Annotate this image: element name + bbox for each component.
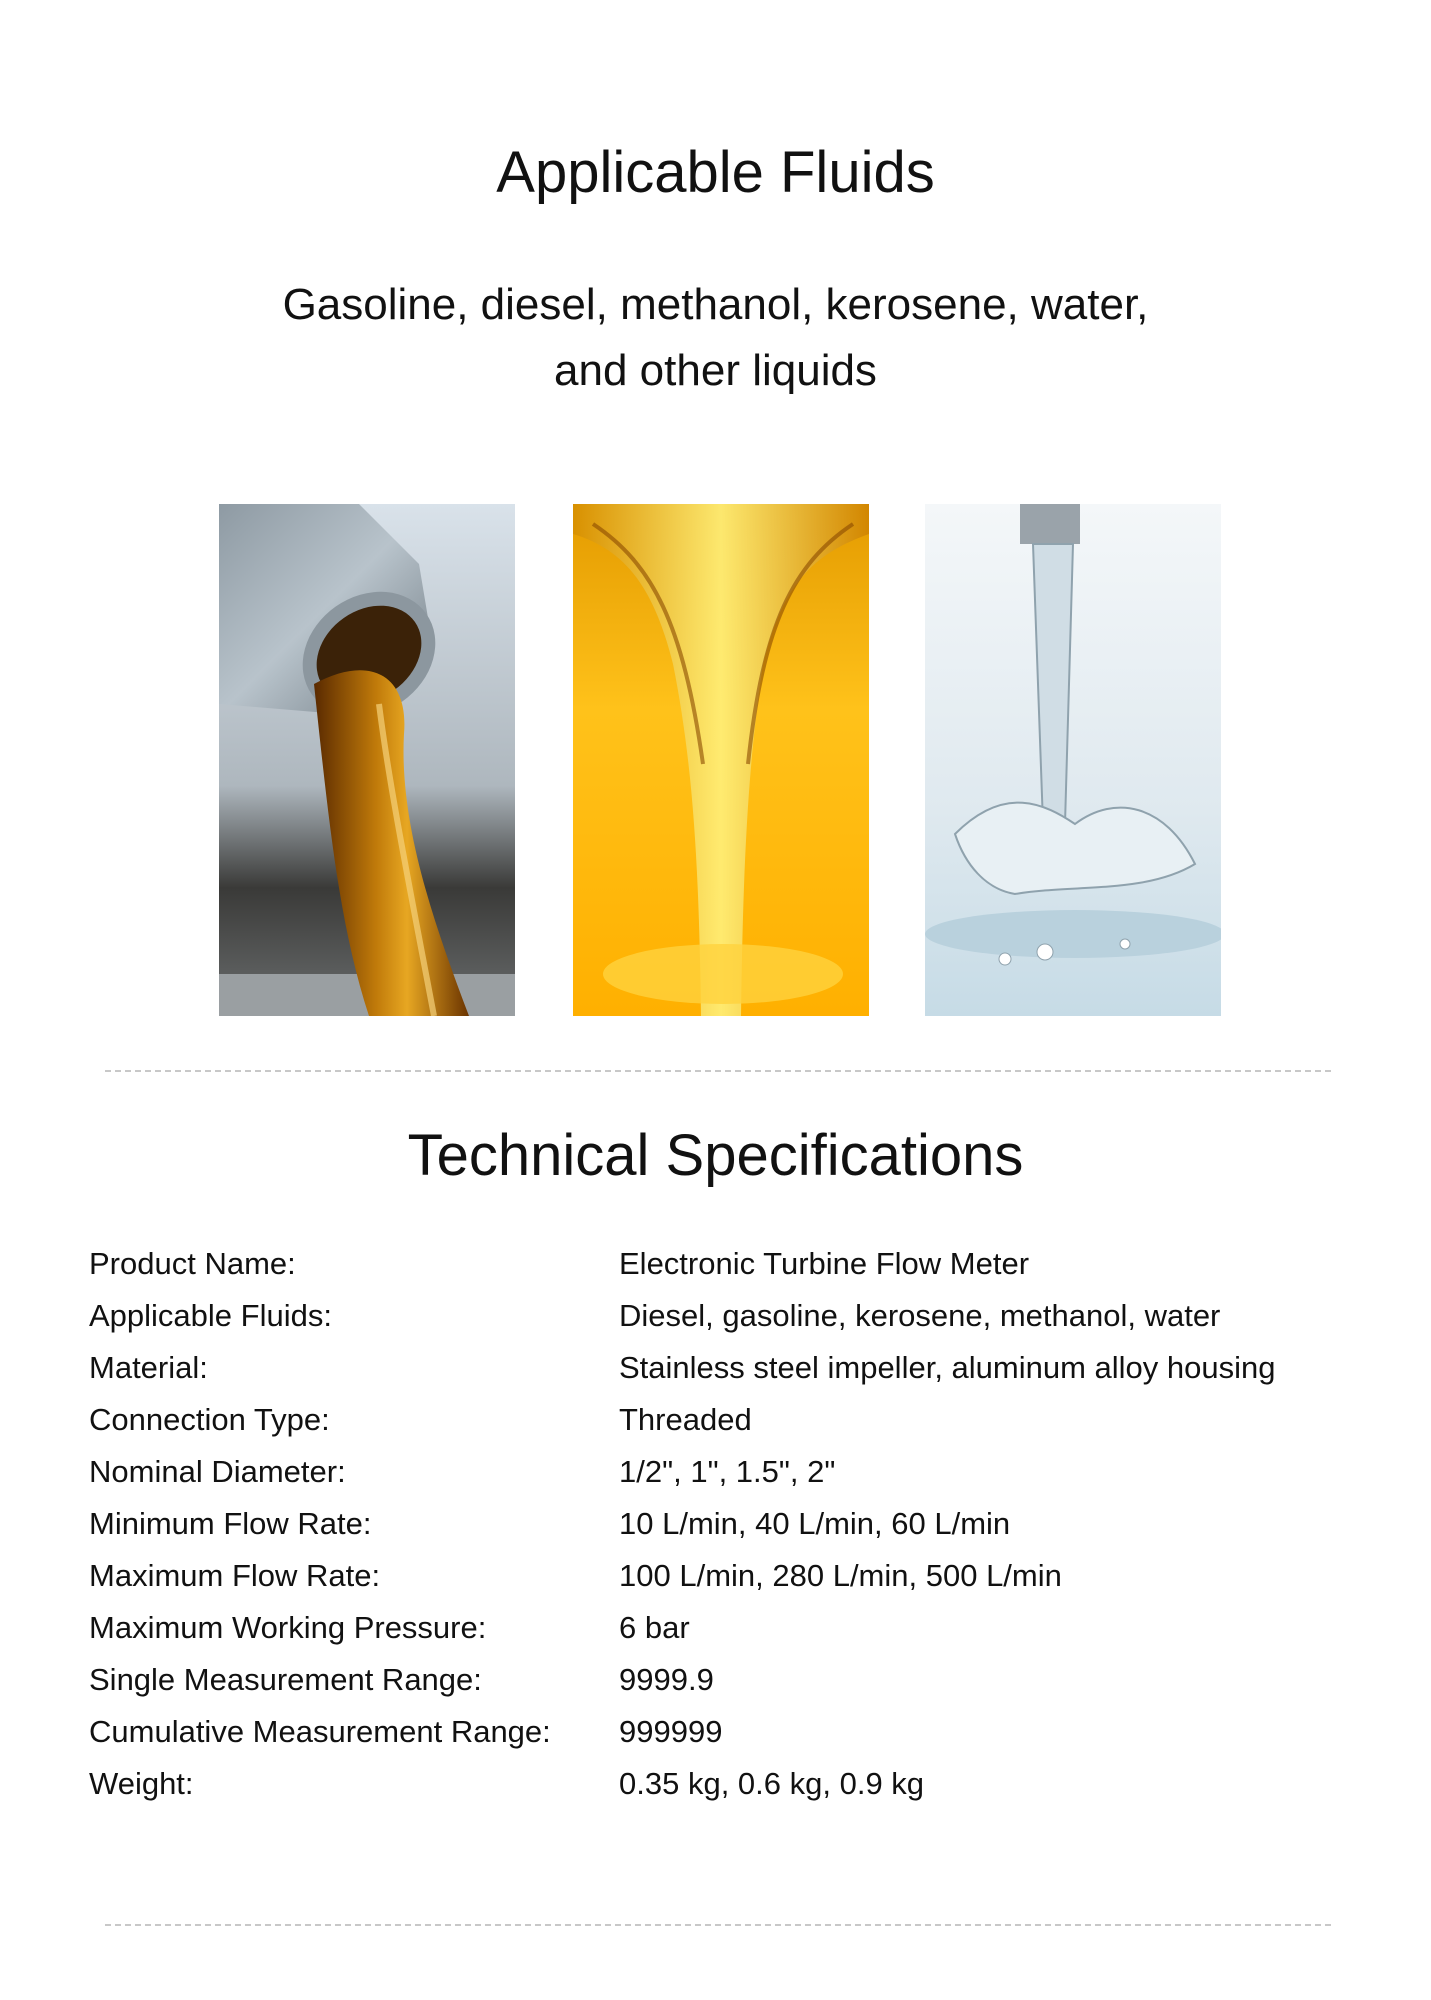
spec-row-maximum-working-pressure bbox=[89, 1602, 1369, 1654]
spec-label: Cumulative Measurement Range: bbox=[89, 1714, 551, 1749]
oil-pouring-photo bbox=[219, 504, 515, 1016]
specifications-table bbox=[89, 1238, 1369, 1810]
spec-value: 0.35 kg, 0.6 kg, 0.9 kg bbox=[619, 1766, 925, 1801]
spec-label: Product Name: bbox=[89, 1246, 296, 1281]
spec-row-cumulative-measurement-range bbox=[89, 1706, 1369, 1758]
spec-row-minimum-flow-rate bbox=[89, 1498, 1369, 1550]
spec-value: 1/2", 1", 1.5", 2" bbox=[619, 1454, 836, 1489]
spec-value: Stainless steel impeller, aluminum alloy housing bbox=[619, 1350, 1276, 1385]
spec-value: 9999.9 bbox=[619, 1662, 714, 1697]
spec-row-single-measurement-range bbox=[89, 1654, 1369, 1706]
spec-row-applicable-fluids bbox=[89, 1290, 1369, 1342]
spec-label: Applicable Fluids: bbox=[89, 1298, 332, 1333]
spec-row-connection-type bbox=[89, 1394, 1369, 1446]
spec-label: Material: bbox=[89, 1350, 208, 1385]
spec-value: 999999 bbox=[619, 1714, 723, 1749]
description-line-2: and other liquids bbox=[554, 346, 877, 395]
spec-label: Weight: bbox=[89, 1766, 194, 1801]
spec-label: Single Measurement Range: bbox=[89, 1662, 482, 1697]
spec-label: Maximum Working Pressure: bbox=[89, 1610, 487, 1645]
applicable-fluids-title: Applicable Fluids bbox=[496, 140, 935, 205]
section-divider bbox=[105, 1070, 1331, 1072]
spec-label: Connection Type: bbox=[89, 1402, 330, 1437]
spec-row-product-name bbox=[89, 1238, 1369, 1290]
spec-value: 100 L/min, 280 L/min, 500 L/min bbox=[619, 1558, 1062, 1593]
yellow-liquid-photo bbox=[573, 504, 869, 1016]
technical-specifications-title: Technical Specifications bbox=[407, 1123, 1024, 1188]
spec-label: Maximum Flow Rate: bbox=[89, 1558, 381, 1593]
spec-label: Minimum Flow Rate: bbox=[89, 1506, 372, 1541]
spec-value: 6 bar bbox=[619, 1610, 690, 1645]
spec-value: Threaded bbox=[619, 1402, 752, 1437]
description-line-1: Gasoline, diesel, methanol, kerosene, water, bbox=[282, 280, 1149, 329]
section-divider bbox=[105, 1924, 1331, 1926]
spec-value: Electronic Turbine Flow Meter bbox=[619, 1246, 1030, 1281]
water-splash-photo bbox=[925, 504, 1221, 1016]
spec-row-material bbox=[89, 1342, 1369, 1394]
spec-row-weight bbox=[89, 1758, 1369, 1810]
applicable-fluids-description bbox=[0, 272, 1431, 404]
spec-value: Diesel, gasoline, kerosene, methanol, water bbox=[619, 1298, 1221, 1333]
spec-row-nominal-diameter bbox=[89, 1446, 1369, 1498]
spec-value: 10 L/min, 40 L/min, 60 L/min bbox=[619, 1506, 1011, 1541]
spec-row-maximum-flow-rate bbox=[89, 1550, 1369, 1602]
spec-label: Nominal Diameter: bbox=[89, 1454, 346, 1489]
